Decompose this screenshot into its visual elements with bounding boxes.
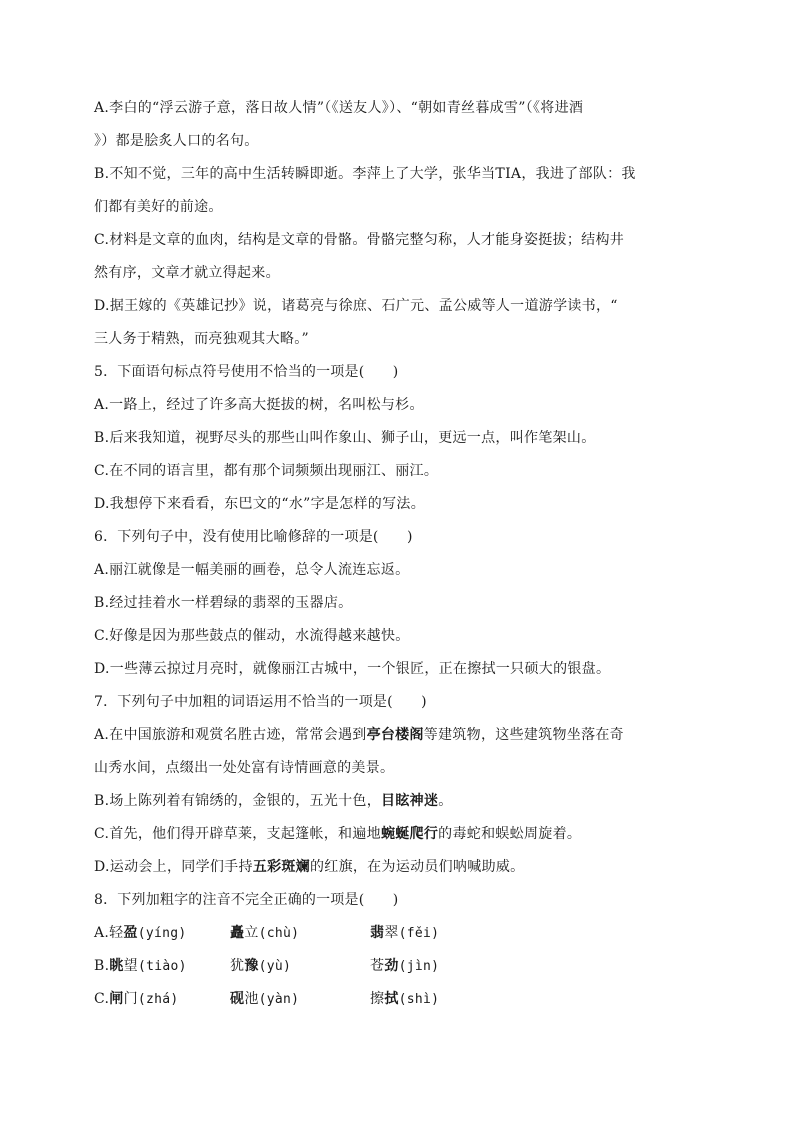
option-text: A.在中国旅游和观赏名胜古迹，常常会遇到: [94, 727, 367, 743]
pinyin-item: [94, 917, 230, 950]
pinyin: (yíng): [137, 926, 187, 941]
option-label: C.: [94, 991, 110, 1007]
char: 苍: [370, 958, 385, 974]
pinyin-item: [230, 950, 370, 983]
bold-char: 盈: [123, 925, 138, 941]
bold-char: 闸: [109, 991, 124, 1007]
bold-char: 翡: [370, 925, 385, 941]
pinyin: (yù): [258, 959, 292, 974]
pinyin-item: [94, 950, 230, 983]
question-6-option-b: B.经过挂着水一样碧绿的翡翠的玉器店。: [94, 595, 353, 611]
question-5-option-d: D.我想停下来看看，东巴文的“水”字是怎样的写法。: [94, 496, 425, 512]
option-text-line: A.李白的“浮云游子意，落日故人情”（《送友人》）、“朝如青丝暮成雪”（《将进酒: [94, 100, 584, 116]
option-text-line: 然有序，文章才就立得起来。: [94, 265, 280, 281]
pinyin: (chù): [258, 926, 300, 941]
pinyin-item: [94, 983, 230, 1016]
question-6-option-a: A.丽江就像是一幅美丽的画卷，总令人流连忘返。: [94, 562, 410, 578]
question-8-option-a: [94, 917, 700, 950]
bold-char: 矗: [230, 925, 245, 941]
pinyin-item: [230, 983, 370, 1016]
question-7-stem: 7．下列句子中加粗的词语运用不恰当的一项是( ): [94, 694, 427, 710]
option-text-line: C.材料是文章的血肉，结构是文章的骨骼。骨骼完整匀称，人才能身姿挺拔；结构井: [94, 232, 625, 248]
question-5-option-a: A.一路上，经过了许多高大挺拔的树，名叫松与杉。: [94, 397, 424, 413]
bold-char: 劲: [384, 958, 399, 974]
question-7-option-c: [94, 818, 700, 851]
option-text: 的红旗，在为运动员们呐喊助威。: [309, 859, 525, 875]
option-text: 等建筑物，这些建筑物坐落在奇: [423, 727, 624, 743]
pinyin: (yàn): [258, 992, 300, 1007]
bold-char: 砚: [230, 991, 245, 1007]
question-7-option-a: [94, 719, 700, 752]
option-text: B.场上陈列着有锦绣的，金银的，五光十色，: [94, 793, 382, 809]
question-8-option-c: [94, 983, 700, 1016]
question-5-option-b: B.后来我知道，视野尽头的那些山叫作象山、狮子山，更远一点，叫作笔架山。: [94, 430, 596, 446]
pinyin-item: [370, 917, 570, 950]
pinyin-item: [230, 917, 370, 950]
bold-term: 蜿蜒爬行: [380, 826, 439, 842]
question-6-option-c: C.好像是因为那些鼓点的催动，水流得越来越快。: [94, 628, 410, 644]
option-text: C.首先，他们得开辟草莱，支起篷帐，和遍地: [94, 826, 381, 842]
option-text-line: 》）都是脍炙人口的名句。: [94, 133, 259, 149]
option-text-line: 们都有美好的前途。: [94, 199, 223, 215]
bold-char: 豫: [244, 958, 259, 974]
bold-char: 眺: [109, 958, 124, 974]
bold-term: 五彩斑斓: [252, 859, 310, 875]
char: 擦: [370, 991, 385, 1007]
question-7-option-a-continued: 山秀水间，点缀出一处处富有诗情画意的美景。: [94, 760, 395, 776]
bold-term: 亭台楼阁: [366, 727, 424, 743]
question-content: [94, 92, 700, 1016]
char: 翠: [384, 925, 399, 941]
option-text: 的毒蛇和蜈蚣周旋着。: [438, 826, 582, 842]
pinyin: (shì): [398, 992, 440, 1007]
option-label: A.: [94, 925, 110, 941]
char: 轻: [109, 925, 124, 941]
option-label: B.: [94, 958, 110, 974]
question-7-option-d: [94, 851, 700, 884]
bold-term: 目眩神迷: [381, 793, 439, 809]
pinyin: (jìn): [398, 959, 440, 974]
pinyin: (zhá): [137, 992, 179, 1007]
option-text-line: 三人务于精熟，而亮独观其大略。”: [94, 331, 309, 347]
option-text: D.运动会上，同学们手持: [94, 859, 253, 875]
char: 门: [123, 991, 138, 1007]
pinyin: (fěi): [398, 926, 440, 941]
question-5-option-c: C.在不同的语言里，都有那个词频频出现丽江、丽江。: [94, 463, 439, 479]
option-text-line: D.据王嫁的《英雄记抄》说，诸葛亮与徐庶、石广元、孟公威等人一道游学读书，“: [94, 298, 618, 314]
option-text-line: B.不知不觉，三年的高中生活转瞬即逝。李萍上了大学，张华当TIA，我进了部队：我: [94, 166, 636, 182]
pinyin: (tiào): [137, 959, 187, 974]
question-8-option-b: [94, 950, 700, 983]
char: 犹: [230, 958, 245, 974]
pinyin-item: [370, 983, 570, 1016]
char: 立: [244, 925, 259, 941]
question-8-stem: 8．下列加粗字的注音不完全正确的一项是( ): [94, 892, 399, 908]
option-text: 。: [438, 793, 453, 809]
question-5-stem: 5．下面语句标点符号使用不恰当的一项是( ): [94, 364, 399, 380]
pinyin-item: [370, 950, 570, 983]
question-7-option-b: [94, 785, 700, 818]
char: 望: [123, 958, 138, 974]
question-6-option-d: D.一些薄云掠过月亮时，就像丽江古城中，一个银匠，正在擦拭一只硕大的银盘。: [94, 661, 611, 677]
char: 池: [244, 991, 259, 1007]
question-6-stem: 6．下列句子中，没有使用比喻修辞的一项是( ): [94, 529, 413, 545]
bold-char: 拭: [384, 991, 399, 1007]
